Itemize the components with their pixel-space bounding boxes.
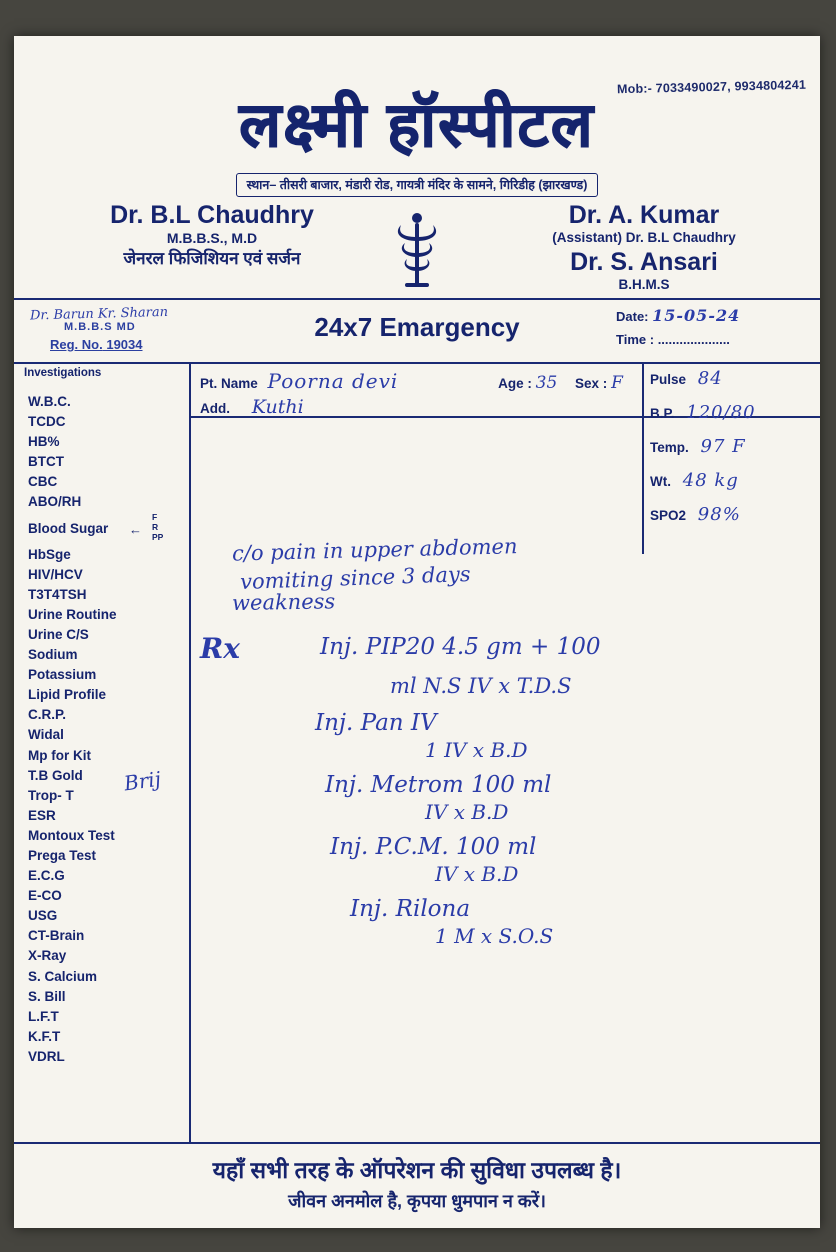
blood-sugar-label: Blood Sugar (28, 520, 109, 536)
vital-pulse-label: Pulse (650, 372, 687, 387)
vital-weight (650, 470, 810, 491)
investigation-item[interactable]: Lipid Profile (28, 687, 107, 703)
doctor-right-name-2: Dr. S. Ansari (570, 248, 718, 276)
footer-divider (14, 1142, 820, 1144)
complaint-line-3: weakness (231, 589, 336, 616)
blood-sugar-option-f[interactable]: F (152, 511, 158, 522)
investigation-item[interactable]: ABO/RH (28, 494, 82, 510)
medicine-dose-3: IV x B.D (425, 800, 509, 824)
vital-weight-value[interactable]: 48 kg (682, 470, 739, 491)
medicine-name-2: Inj. Pan IV (315, 710, 437, 736)
reg-doctor-qualification: M.B.B.S MD (64, 321, 136, 333)
footer-block (14, 1154, 820, 1214)
doctor-right-block (494, 201, 794, 294)
doctor-right-name: Dr. A. Kumar (568, 201, 720, 229)
vital-bp-label: B.P. (650, 406, 675, 421)
prescription-area[interactable] (200, 534, 814, 1140)
investigation-item[interactable]: S. Bill (28, 988, 66, 1004)
investigation-item[interactable]: K.F.T (28, 1028, 61, 1044)
vital-spo2 (650, 504, 810, 525)
investigation-item[interactable]: HB% (28, 434, 60, 450)
patient-address-label: Add. (200, 401, 230, 416)
reg-no-label: Reg. No. 19034 (50, 337, 143, 352)
caduceus-icon (391, 209, 443, 291)
investigation-item[interactable]: Potassium (28, 667, 97, 683)
investigation-item[interactable]: Trop- T (28, 787, 74, 803)
investigation-item[interactable]: S. Calcium (28, 968, 98, 984)
hospital-mobile-numbers: Mob:- 7033490027, 9934804241 (616, 77, 807, 97)
complaint-line-2: vomiting since 3 days (239, 561, 471, 595)
form-body (14, 364, 820, 1144)
doctor-left-block (52, 201, 372, 270)
vital-temp (650, 436, 810, 457)
date-value: 15-05-24 (652, 306, 741, 325)
investigation-item[interactable]: Prega Test (28, 847, 97, 863)
blood-sugar-option-pp[interactable]: PP (152, 531, 164, 542)
patient-sex-value[interactable]: F (611, 373, 623, 393)
vital-spo2-value[interactable]: 98% (697, 504, 741, 525)
investigation-item[interactable]: CBC (28, 474, 58, 490)
medicine-dose-1: ml N.S IV x T.D.S (390, 674, 572, 698)
investigation-item[interactable]: BTCT (28, 454, 64, 470)
doctor-left-name: Dr. B.L Chaudhry (110, 201, 314, 229)
vitals-column-divider (642, 364, 644, 554)
medicine-name-3: Inj. Metrom 100 ml (325, 772, 552, 798)
investigation-item[interactable]: HIV/HCV (28, 566, 83, 582)
handwritten-initials: Brij (122, 766, 163, 796)
patient-name-value[interactable]: Poorna devi (267, 369, 399, 393)
reg-no-value: 19034 (102, 337, 143, 352)
patient-address-value[interactable]: Kuthi (251, 396, 304, 418)
investigation-item[interactable]: E-CO (28, 888, 62, 904)
medicine-dose-2: 1 IV x B.D (425, 738, 528, 762)
investigation-item[interactable]: HbSge (28, 546, 71, 562)
patient-name-label: Pt. Name (200, 376, 258, 391)
complaint-line-1: c/o pain in upper abdomen (231, 534, 518, 566)
vital-bp-value[interactable]: 120/80 (686, 402, 756, 423)
patient-age-label: Age : (498, 376, 532, 391)
vital-pulse-value[interactable]: 84 (697, 368, 723, 389)
hospital-address (14, 173, 820, 197)
investigation-item[interactable]: Widal (28, 727, 64, 743)
footer-line-2: जीवन अनमोल है, कृपया धुमपान न करें। (288, 1191, 546, 1211)
investigation-item[interactable]: L.F.T (28, 1008, 59, 1024)
vitals-block (650, 368, 810, 538)
vital-temp-value[interactable]: 97 F (700, 436, 746, 457)
emergency-title: 24x7 Emargency (314, 312, 520, 342)
patient-sex-label: Sex : (575, 376, 608, 391)
vital-temp-label: Temp. (650, 440, 689, 455)
doctors-block (14, 201, 820, 293)
doctor-left-specialty: जेनरल फिजिशियन एवं सर्जन (123, 249, 301, 268)
investigation-item[interactable]: C.R.P. (28, 707, 67, 723)
info-band (14, 300, 820, 362)
investigation-item[interactable]: E.C.G (28, 868, 65, 884)
investigation-item[interactable]: W.B.C. (28, 394, 71, 409)
patient-name-row (200, 369, 623, 393)
investigation-item[interactable]: TCDC (28, 414, 66, 430)
footer-line-1: यहाँ सभी तरह के ऑपरेशन की सुविधा उपलब्ध है। (212, 1157, 622, 1183)
investigation-item[interactable]: VDRL (28, 1048, 65, 1064)
investigations-list (28, 386, 188, 1067)
date-time-block (616, 306, 806, 354)
vital-pulse (650, 368, 810, 389)
vital-spo2-label: SPO2 (650, 508, 687, 523)
investigation-item[interactable]: CT-Brain (28, 928, 85, 944)
investigation-item[interactable]: T.B Gold (28, 767, 83, 783)
hospital-address-text: स्थान– तीसरी बाजार, मंडारी रोड, गायत्री मंदिर के सामने, गिरिडीह (झारखण्ड) (236, 173, 599, 197)
left-column-divider (189, 364, 191, 1144)
investigation-item[interactable]: ESR (28, 807, 56, 823)
patient-address-row (200, 396, 304, 418)
investigation-item[interactable]: Mp for Kit (28, 747, 91, 763)
doctor-right-assistant-note: (Assistant) Dr. B.L Chaudhry (552, 230, 736, 245)
blood-sugar-option-r[interactable]: R (152, 521, 159, 532)
medicine-name-5: Inj. Rilona (350, 896, 471, 922)
investigation-item-blood-sugar[interactable] (28, 511, 188, 542)
time-label: Time : (616, 332, 655, 347)
investigation-item[interactable]: Urine Routine (28, 606, 117, 622)
hospital-name: लक्ष्मी हॉस्पीटल (239, 91, 595, 160)
patient-age-value[interactable]: 35 (535, 373, 558, 393)
reg-doctor-name: Dr. Barun Kr. Sharan (29, 304, 169, 324)
paper-sheet (14, 36, 820, 1228)
investigation-item[interactable]: USG (28, 908, 58, 924)
investigation-item[interactable]: T3T4TSH (28, 586, 87, 602)
medicine-name-1: Inj. PIP20 4.5 gm + 100 (320, 634, 601, 660)
investigation-item[interactable]: X-Ray (28, 948, 67, 964)
blood-sugar-arrow-icon: ← (129, 521, 142, 537)
blood-sugar-options (152, 512, 163, 542)
vital-bp (650, 402, 810, 423)
medicine-dose-5: 1 M x S.O.S (435, 924, 554, 948)
doctor-left-qualification: M.B.B.S., M.D (166, 230, 258, 246)
medicine-name-4: Inj. P.C.M. 100 ml (330, 834, 537, 860)
date-row (616, 306, 806, 325)
investigation-item[interactable]: Urine C/S (28, 626, 89, 642)
rx-symbol: Rx (200, 632, 240, 665)
vital-weight-label: Wt. (650, 474, 671, 489)
investigation-item[interactable]: Montoux Test (28, 827, 115, 843)
doctor-right-qualification-2: B.H.M.S (618, 277, 670, 292)
investigations-title: Investigations (24, 367, 102, 379)
date-label: Date: (616, 309, 649, 324)
time-row (616, 332, 806, 347)
medicine-dose-4: IV x B.D (435, 862, 519, 886)
time-dots: .................... (657, 332, 730, 347)
investigation-item[interactable]: Sodium (28, 647, 78, 663)
